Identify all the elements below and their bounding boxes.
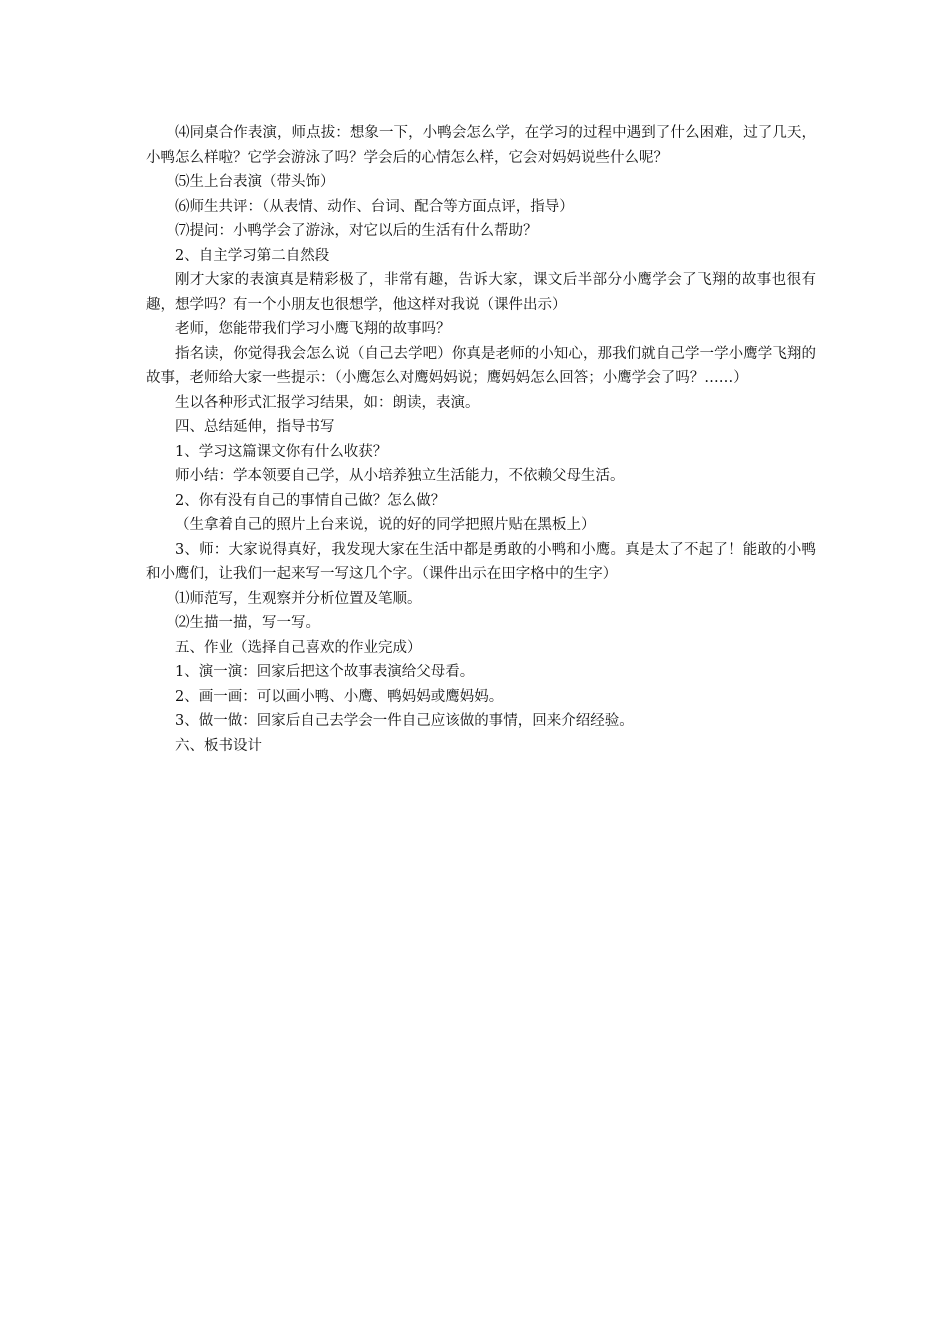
paragraph-hints: 指名读，你觉得我会怎么说（自己去学吧）你真是老师的小知心，那我们就自己学一学小鹰学飞翔的故事，老师给大家一些提示：（小鹰怎么对鹰妈妈说；鹰妈妈怎么回答；小鹰学会了吗？……） <box>146 345 816 386</box>
paragraph-report: 生以各种形式汇报学习结果，如：朗读，表演。 <box>175 394 480 411</box>
paragraph-intro-eagle: 刚才大家的表演真是精彩极了，非常有趣，告诉大家，课文后半部分小鹰学会了飞翔的故事也很有趣，想学吗？有一个小朋友也很想学，他这样对我说（课件出示） <box>146 272 816 313</box>
paragraph-trace-writing: ⑵生描一描，写一写。 <box>175 615 320 631</box>
paragraph-summary: 师小结：学本领要自己学，从小培养独立生活能力，不依赖父母生活。 <box>175 468 625 484</box>
paragraph-section-2-heading: 2、自主学习第二自然段 <box>175 247 330 264</box>
paragraph-homework-2: 2、画一画：可以画小鸭、小鹰、鸭妈妈或鹰妈妈。 <box>175 688 504 705</box>
paragraph-homework-1: 1、演一演：回家后把这个故事表演给父母看。 <box>175 664 475 680</box>
paragraph-joint-review: ⑹师生共评：（从表情、动作、台词、配合等方面点评，指导） <box>175 198 574 215</box>
paragraph-section-4-heading: 四、总结延伸，指导书写 <box>175 419 335 435</box>
paragraph-gain-question: 1、学习这篇课文你有什么收获？ <box>175 443 388 460</box>
paragraph-section-6-heading: 六、板书设计 <box>175 737 262 754</box>
paragraph-section-5-heading: 五、作业（选择自己喜欢的作业完成） <box>175 639 422 656</box>
paragraph-pair-performance: ⑷同桌合作表演，师点拔：想象一下，小鸭会怎么学，在学习的过程中遇到了什么困难，过了几天，小鸭怎么样啦？它学会游泳了吗？学会后的心情怎么样，它会对妈妈说些什么呢？ <box>146 125 816 166</box>
paragraph-demo-writing: ⑴师范写，生观察并分析位置及笔顺。 <box>175 590 422 607</box>
paragraph-self-question: 2、你有没有自己的事情自己做？怎么做？ <box>175 492 446 509</box>
paragraph-stage-performance: ⑸生上台表演（带头饰） <box>175 174 335 190</box>
paragraph-student-request: 老师，您能带我们学习小鹰飞翔的故事吗？ <box>175 321 451 337</box>
document-body <box>146 121 816 758</box>
paragraph-homework-3: 3、做一做：回家后自己去学会一件自己应该做的事情，回来介绍经验。 <box>175 713 634 729</box>
paragraph-photos: （生拿着自己的照片上台来说，说的好的同学把照片贴在黑板上） <box>175 517 596 533</box>
paragraph-praise-writing: 3、师：大家说得真好，我发现大家在生活中都是勇敢的小鸭和小鹰。真是太了不起了！能敢的小鸭和小鹰们，让我们一起来写一写这几个字。（课件出示在田字格中的生字） <box>146 541 816 582</box>
paragraph-question: ⑺提问：小鸭学会了游泳，对它以后的生活有什么帮助？ <box>175 223 538 239</box>
